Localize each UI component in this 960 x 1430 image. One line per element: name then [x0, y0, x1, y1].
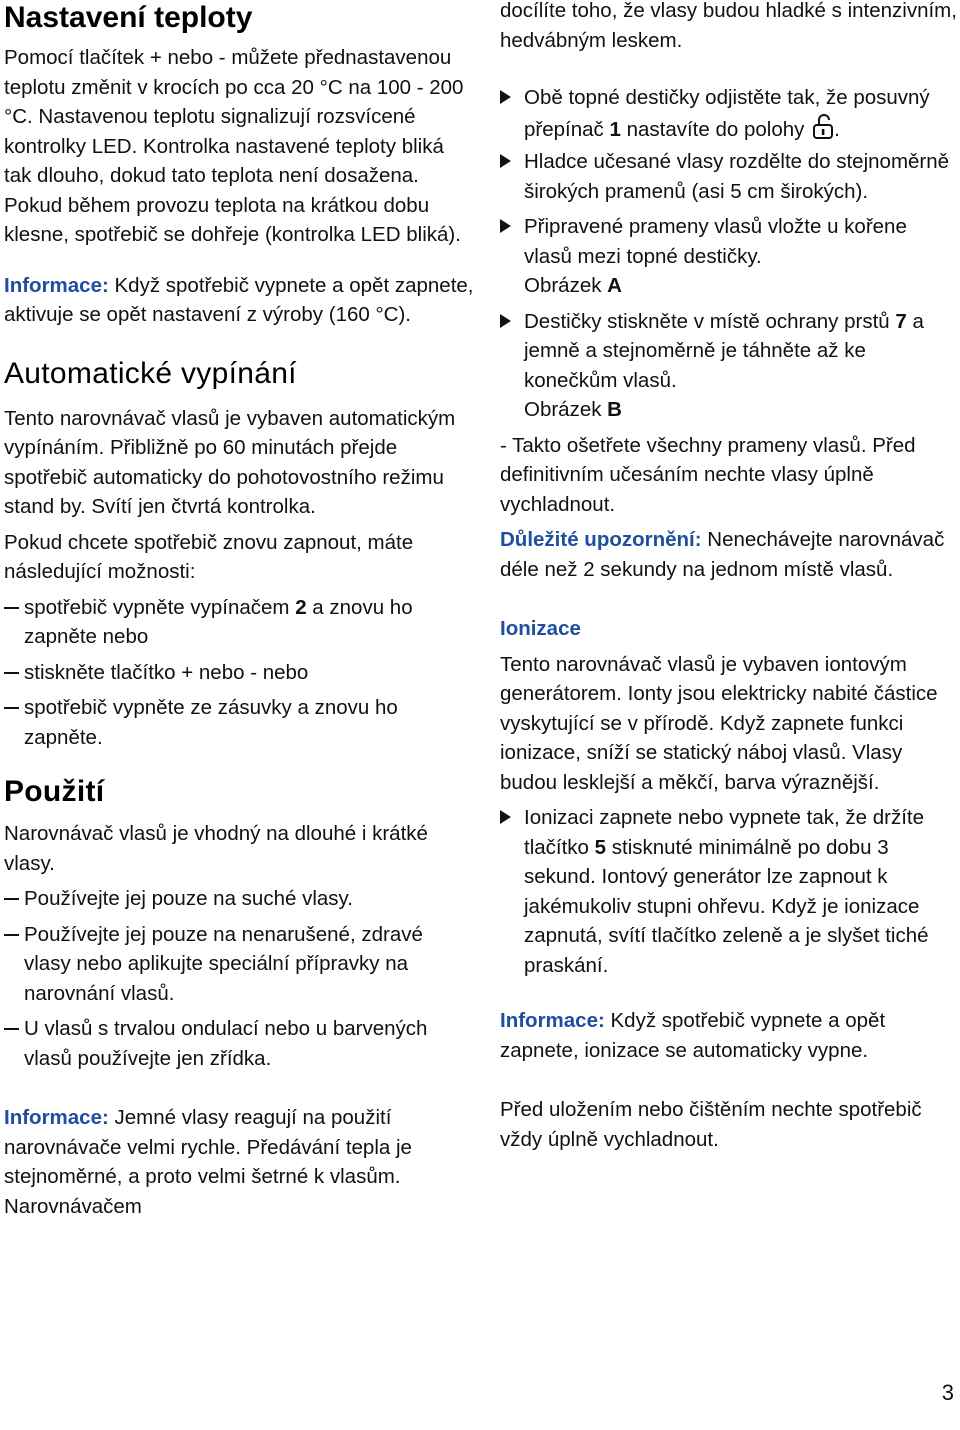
pouziti-item-2: Používejte jej pouze na nenarušené, zdravé vlasy nebo aplikujte speciální přípravky na narovnání vlasů. [4, 920, 474, 1009]
step-4-num: 7 [895, 309, 907, 333]
info-label: Informace: [4, 273, 109, 297]
figure-letter-b: B [607, 398, 622, 421]
ionizace-step-text-b: stisknuté minimálně po dobu 3 sekund. Iontový generátor lze zapnout k jakémukoliv stupni ohřevu. Když je ionizace zapnutá, svítí tlačítko zeleně a je slyšet tiché praskání. [524, 835, 929, 977]
auto-option-1 [4, 593, 474, 652]
right-column [500, 0, 958, 1154]
nastaveni-paragraph: Pomocí tlačítek + nebo - můžete přednastavenou teplotu změnit v krocích po cca 20 °C na 100 - 200 °C. Nastavenou teplotu signalizují rozsvícené kontrolky LED. Kontrolka nastavené teploty bliká tak dlouho, dokud tato teplota není dosažena. Pokud během provozu teplota na krátkou dobu klesne, spotřebič se dohřeje (kontrolka LED bliká). [4, 46, 464, 246]
page-number: 3 [941, 1380, 954, 1405]
figure-letter-a: A [607, 274, 622, 297]
step-1-text-b: nastavíte do polohy [620, 117, 811, 141]
step-1-num: 1 [609, 117, 621, 141]
auto-paragraph-2: Pokud chcete spotřebič znovu zapnout, máte následující možnosti: [4, 530, 414, 583]
info-label: Informace: [4, 1106, 109, 1129]
auto-option-3: spotřebič vypněte ze zásuvky a znovu ho zapněte. [4, 693, 474, 752]
continued-paragraph: docílíte toho, že vlasy budou hladké s intenzivním, hedvábným leskem. [500, 0, 957, 52]
step-4-text: Destičky stiskněte v místě ochrany prstů [524, 309, 896, 333]
arrow-right-icon [500, 154, 511, 168]
pouziti-info [4, 1103, 474, 1221]
left-column [4, 0, 474, 1221]
section-title-nastaveni: Nastavení teploty [4, 1, 253, 34]
step-4 [500, 307, 958, 425]
info-text: Když spotřebič vypnete a opět zapnete, aktivuje se opět nastavení z výroby (160 °C). [4, 273, 474, 326]
auto-option-1-text: spotřebič vypněte vypínačem [24, 595, 296, 619]
section-title-pouziti: Použití [4, 775, 105, 808]
info-label: Informace: [500, 1009, 605, 1032]
step-1 [500, 83, 958, 144]
auto-option-1-text-b: a znovu ho zapněte nebo [24, 595, 413, 648]
step-4-text-b: a jemně a stejnoměrně je táhněte až ke konečkům vlasů. [524, 309, 924, 392]
pouziti-paragraph: Narovnávač vlasů je vhodný na dlouhé i krátké vlasy. [4, 822, 428, 875]
final-paragraph: Před uložením nebo čištěním nechte spotřebič vždy úplně vychladnout. [500, 1098, 922, 1151]
step-2 [500, 147, 958, 206]
info-text: Když spotřebič vypnete a opět zapnete, ionizace se automaticky vypne. [500, 1009, 886, 1062]
pouziti-item-3: U vlasů s trvalou ondulací nebo u barvených vlasů používejte jen zřídka. [4, 1014, 474, 1073]
pouziti-item-1: Používejte jej pouze na suché vlasy. [4, 884, 474, 914]
warning-label: Důležité upozornění: [500, 528, 702, 551]
auto-option-2: stiskněte tlačítko + nebo - nebo [4, 658, 474, 688]
figure-ref-b: Obrázek [524, 398, 608, 421]
ionizace-paragraph: Tento narovnávač vlasů je vybaven iontovým generátorem. Ionty jsou elektricky nabité částice vyskytující se v přírodě. Když zapnete funkci ionizace, sníží se statický náboj vlasů. Vlasy budou lesklejší a měkčí, barva výraznější. [500, 652, 938, 794]
unlock-icon [812, 113, 834, 140]
step-2-text: Hladce učesané vlasy rozdělte do stejnoměrně širokých pramenů (asi 5 cm širokých). [524, 150, 950, 203]
warning-text: Nenechávejte narovnávač déle než 2 sekundy na jednom místě vlasů. [500, 528, 945, 581]
section-title-ionizace: Ionizace [500, 617, 581, 640]
auto-paragraph-1: Tento narovnávač vlasů je vybaven automatickým vypínáním. Přibližně po 60 minutách přejde spotřebič automaticky do pohotovostního režimu stand by. Svítí jen čtvrtá kontrolka. [4, 406, 456, 518]
arrow-right-icon [500, 810, 511, 824]
step-1-text: Obě topné destičky odjistěte tak, že posuvný přepínač [524, 86, 930, 141]
ionizace-step [500, 803, 958, 980]
arrow-right-icon [500, 90, 511, 104]
section-title-auto: Automatické vypínání [4, 356, 297, 390]
warning-paragraph [500, 525, 958, 584]
ionizace-info [500, 1006, 958, 1065]
auto-option-1-num: 2 [295, 595, 307, 619]
nastaveni-info [4, 271, 474, 330]
ionizace-step-num: 5 [594, 835, 607, 859]
step-3-text: Připravené prameny vlasů vložte u kořene vlasů mezi topné destičky. [524, 215, 907, 268]
takto-paragraph: - Takto ošetřete všechny prameny vlasů. Před definitivním učesáním nechte vlasy úplně vychladnout. [500, 433, 916, 516]
arrow-right-icon [500, 314, 511, 328]
info-text: Jemné vlasy reagují na použití narovnávače velmi rychle. Předávání tepla je stejnoměrné, a proto velmi šetrné k vlasům. Narovnávačem [4, 1106, 412, 1218]
step-3 [500, 212, 958, 301]
step-1-text-c: . [834, 117, 840, 141]
figure-ref-a: Obrázek [524, 274, 608, 297]
arrow-right-icon [500, 219, 511, 233]
ionizace-step-text: Ionizaci zapnete nebo vypnete tak, že držíte tlačítko [524, 806, 925, 859]
